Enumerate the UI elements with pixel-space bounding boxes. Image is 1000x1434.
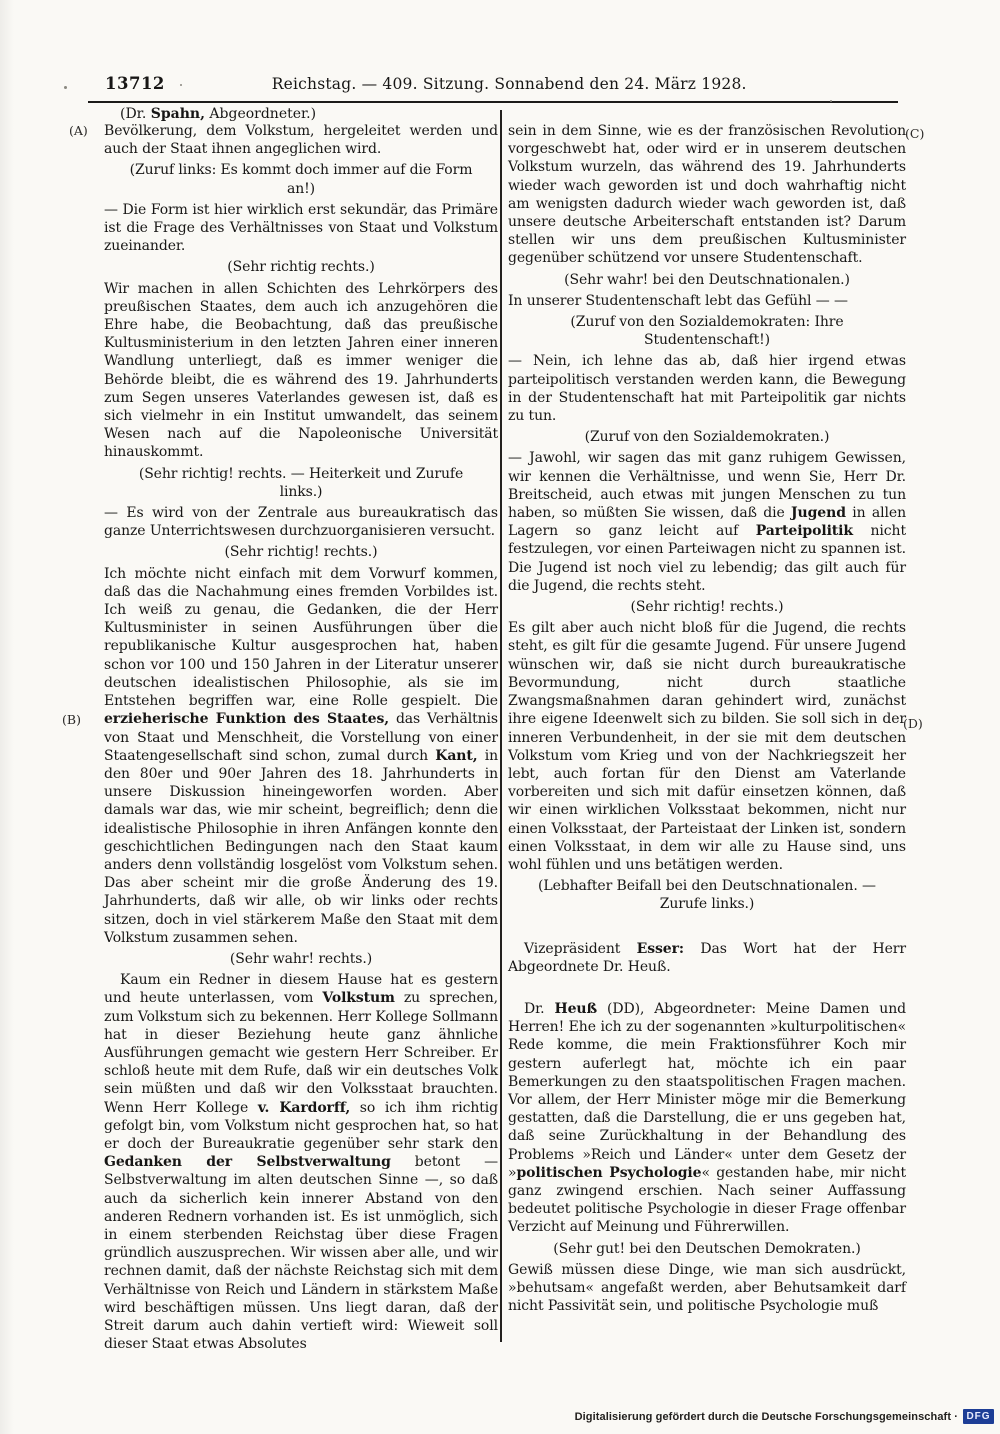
emphasized-text: Parteipolitik <box>755 523 853 540</box>
stage-direction <box>118 543 484 561</box>
digitization-credit: Digitalisierung gefördert durch die Deutsche Forschungsgemeinschaft · <box>574 1410 958 1423</box>
body-text: (Zuruf von den Sozialdemokraten: Ihre Studentenschaft!) <box>570 314 844 349</box>
stage-direction <box>522 1240 892 1258</box>
emphasized-text: Heuß <box>554 1000 598 1017</box>
body-text: (Sehr richtig rechts.) <box>227 259 375 276</box>
speech-paragraph <box>104 504 498 540</box>
body-text: so ich ihm richtig gefolgt bin, vom Volkstum nicht gesprochen hat, so hat er doch der Bureaukratie gegenüber sehr stark den <box>104 1099 499 1152</box>
body-text: « gestanden habe, mir nicht ganz zwingend erschien. Nach seiner Auffassung bedeutet politische Psychologie in dieser Frage offenbar Verzicht auf Meinung und Führerwillen. <box>508 1164 906 1236</box>
speech-paragraph <box>104 280 498 462</box>
body-text: — Die Form ist hier wirklich erst sekundär, das Primäre ist die Frage des Verhältnisses von Staat und Volkstum zueinander. <box>104 201 498 255</box>
body-text: in allen Lagern so ganz leicht auf <box>508 505 906 540</box>
scan-artifact <box>830 100 832 102</box>
emphasized-text: Kant, <box>435 747 478 764</box>
margin-letter-a: (A) <box>69 123 88 138</box>
emphasized-text: erzieherische Funktion des Staates, <box>104 711 390 728</box>
body-text: — Es wird von der Zentrale aus bureaukratisch das ganze Unterrichtswesen durchzuorganisieren versucht. <box>104 505 498 540</box>
body-text: zu sprechen, zum Volkstum sich zu bekennen. Herr Kollege Sollmann hat in dieser Beziehung heute ganz ähnliche Ausführungen gemacht wie gestern Herr Schreiber. Er schloß heute mit dem Rufe, daß wir ein deutsches Volk sein müßten und daß wir den Volksstaat brauchten. Wenn Herr Kollege <box>104 990 498 1116</box>
body-text: Gewiß müssen diese Dinge, wie man sich ausdrückt, »behutsam« angefaßt werden, aber Behutsamkeit darf nicht Passivität sein, und politische Psychologie muß <box>508 1261 906 1315</box>
body-text: sein in dem Sinne, wie es der französischen Revolution vorgeschwebt hat, oder wird er in unserem deutschen Volkstum wurzeln, das während des 19. Jahrhunderts wieder wach geworden ist und doch wahrhaftig nicht am wenigsten dadurch wieder wach geworden ist, daß unsere deutsche Arbeiterschaft entstanden ist? Darum stellen wir uns dem preußischen Kultusminister gegenüber schützend vor unsere Studentenschaft. <box>508 123 906 267</box>
session-title: Reichstag. — 409. Sitzung. Sonnabend den 24. März 1928. <box>271 75 747 93</box>
body-text: Kaum ein Redner in diesem Hause hat es gestern und heute unterlassen, vom <box>104 972 498 1007</box>
body-text: das Verhältnis von Staat und Menschheit, die Vorstellung von einer Staatengesellschaft sind schon, zumal durch <box>104 711 498 764</box>
column-divider-rule <box>500 110 502 1342</box>
stage-direction <box>118 161 484 197</box>
body-text: (Zuruf von den Sozialdemokraten.) <box>584 429 830 446</box>
speaker-note-suffix: Abgeordneter.) <box>204 106 317 122</box>
speaker-continuation-note <box>120 106 316 122</box>
emphasized-text: Jugend <box>791 505 846 522</box>
header-rule <box>88 101 898 103</box>
body-text: Ich möchte nicht einfach mit dem Vorwurf kommen, daß das die Nachahmung eines fremden Vorbildes ist. Ich weiß zu genau, die Gedanken, die der Herr Kultusminister in seinen Ausführungen über die republikanische Kultur ausgesprochen hat, haben schon vor 100 und 150 Jahren in der Literatur unserer deutschen idealistischen Philosophie, als sie im Entstehen begriffen war, eine Rolle gespielt. Die <box>104 565 498 710</box>
body-text: Es gilt aber auch nicht bloß für die Jugend, die rechts steht, es gilt für die gesamte Jugend. Für unsere Jugend wünschen wir, daß sie nicht durch bureaukratische Bevormundung, nicht durch staatliche Zwangsmaßnahmen daran gehindert wird, zunächst ihre eigene Ideenwelt sich zu bilden. Sie soll sich in der inneren Verbundenheit, in der sie mit dem deutschen Volkstum vom Krieg und von der Nachkriegszeit her lebt, auch fortan für den Dienst am Vaterlande vorbereiten und sich mit dafür einsetzen können, daß wir einen wirklichen Volksstaat bekommen, nicht nur einen Volksstaat, der Parteistaat der Linken ist, sondern einen Volksstaat, in dem wir alle zu Hause sind, uns wohl fühlen und uns betätigen werden. <box>508 620 906 873</box>
speech-paragraph <box>508 1261 906 1316</box>
body-text: in den 80er und 90er Jahren des 18. Jahrhunderts in unsere Diskussion hineingeworfen worden. Aber damals war das, wie mir scheint, begreiflich; denn die idealistische Philosophie in ihren Anfängen konnte den geschichtlichen Bedingungen nach den Staat kaum anders denn vollständig losgelöst vom Volkstum sehen. Das aber scheint mir die große Änderung des 19. Jahrhunderts, daß wir alle, ob wir links oder rechts sitzen, doch in viel stärkerem Maße den Staat mit dem Volkstum zusammen sehen. <box>104 747 498 946</box>
scan-artifact <box>180 84 182 86</box>
speech-paragraph <box>104 201 498 256</box>
body-text: (Sehr richtig! rechts. — Heiterkeit und Zurufe links.) <box>138 465 464 500</box>
stage-direction <box>522 428 892 446</box>
body-text: (Sehr gut! bei den Deutschen Demokraten.) <box>553 1240 861 1257</box>
digitization-footer <box>575 1409 994 1424</box>
body-text: Vizepräsident <box>524 940 637 957</box>
body-text: (Sehr richtig! rechts.) <box>224 544 378 561</box>
body-text: Dr. <box>524 1000 555 1017</box>
emphasized-text: politischen Psychologie <box>516 1164 702 1181</box>
body-text: (DD), Abgeordneter: Meine Damen und Herren! Ehe ich zu der sogenannten »kulturpolitischen« Rede komme, die mein Fraktionsführer Koch mir gestern auferlegt hat, möchte ich ein paar Bemerkungen zu den staatspolitischen Fragen machen. Vor allem, der Herr Minister möge mir die Bemerkung gestatten, daß die Darstellung, die er uns gegeben hat, daß seine Zurückhaltung in der Behandlung des Problems »Reich und Länder« unter dem Gesetz der » <box>508 1000 906 1181</box>
body-text: (Zuruf links: Es kommt doch immer auf die Form an!) <box>129 162 473 197</box>
speech-paragraph <box>508 449 906 595</box>
speech-paragraph <box>104 122 498 158</box>
stage-direction <box>118 950 484 968</box>
body-text: (Sehr wahr! rechts.) <box>229 950 373 967</box>
page-number: 13712 <box>105 74 165 93</box>
speech-paragraph <box>508 1000 906 1237</box>
body-text: Bevölkerung, dem Volkstum, hergeleitet werden und auch der Staat ihnen angeglichen wird. <box>104 123 498 158</box>
speech-paragraph <box>104 971 498 1353</box>
scan-artifact <box>64 86 67 89</box>
speech-paragraph <box>508 292 906 310</box>
stage-direction <box>522 877 892 913</box>
body-text: nicht festzulegen, vor einen Parteiwagen nicht zu spannen ist. Die Jugend ist noch viel zu lebendig; das gilt auch für die Jugend, die rechts steht. <box>508 523 906 594</box>
body-text: — Nein, ich lehne das ab, daß hier irgend etwas parteipolitisch verstanden werden kann, die Bewegung in der Studentenschaft hat mit Parteipolitik gar nichts zu tun. <box>508 353 906 425</box>
body-text: (Sehr richtig! rechts.) <box>630 599 784 616</box>
speaker-note-name: Spahn, <box>150 106 205 122</box>
margin-letter-b: (B) <box>62 712 81 727</box>
stage-direction <box>522 271 892 289</box>
body-text: In unserer Studentenschaft lebt das Gefühl — — <box>508 292 848 309</box>
emphasized-text: Volkstum <box>322 990 395 1007</box>
emphasized-text: Esser: <box>636 940 684 957</box>
margin-letter-d: (D) <box>903 716 923 731</box>
speech-paragraph <box>508 122 906 268</box>
speaker-note-prefix: (Dr. <box>120 106 151 122</box>
body-text: Das Wort hat der Herr Abgeordnete Dr. Heuß. <box>508 940 906 975</box>
page-header <box>88 72 898 98</box>
emphasized-text: v. Kardorff, <box>257 1099 351 1116</box>
stage-direction <box>522 598 892 616</box>
emphasized-text: Gedanken der Selbstverwaltung <box>104 1154 391 1171</box>
stage-direction <box>118 258 484 276</box>
speech-paragraph <box>508 940 906 976</box>
left-column <box>104 122 498 1353</box>
speech-paragraph <box>508 619 906 874</box>
body-text: Wir machen in allen Schichten des Lehrkörpers des preußischen Staates, dem auch ich anzugehören die Ehre habe, die Beobachtung, daß das preußische Kultusministerium in den letzten Jahren einer inneren Wandlung unterliegt, daß es immer weniger die Behörde bleibt, die es während des 19. Jahrhunderts zum Segen unseres Vaterlandes gewesen ist, daß es sich vielmehr in ein Institut umwandelt, das seinem Wesen nach auf die Napoleonische Universität hinauskommt. <box>104 280 498 461</box>
body-text: betont — Selbstverwaltung im alten deutschen Sinne —, so daß auch da sicherlich kein innerer Abstand von den anderen Rednern vorhanden ist. Es ist unmöglich, sich in einem sterbenden Reichstag über diese Fragen gründlich auszusprechen. Wir wissen aber alle, und wir rechnen damit, daß der nächste Reichstag sich mit dem Verhältnisse von Reich und Ländern in stärkstem Maße wird beschäftigen müssen. Uns liegt daran, daß der Streit darum auch dahin vertieft wird: Wieweit soll dieser Staat etwas Absolutes <box>104 1154 498 1353</box>
dfg-logo: DFG <box>963 1409 994 1424</box>
margin-letter-c: (C) <box>905 126 925 141</box>
body-text: (Lebhafter Beifall bei den Deutschnationalen. — Zurufe links.) <box>538 878 876 913</box>
stage-direction <box>118 465 484 501</box>
right-column <box>508 122 906 1315</box>
speech-paragraph <box>508 352 906 425</box>
speech-paragraph <box>104 565 498 947</box>
body-text: (Sehr wahr! bei den Deutschnationalen.) <box>564 271 850 288</box>
body-text: — Jawohl, wir sagen das mit ganz ruhigem Gewissen, wir kennen die Verhältnisse, und wenn Sie, Herr Dr. Breitscheid, auch etwas mit jungen Menschen zu tun haben, so müßten Sie wissen, daß die <box>508 450 906 522</box>
stage-direction <box>522 313 892 349</box>
